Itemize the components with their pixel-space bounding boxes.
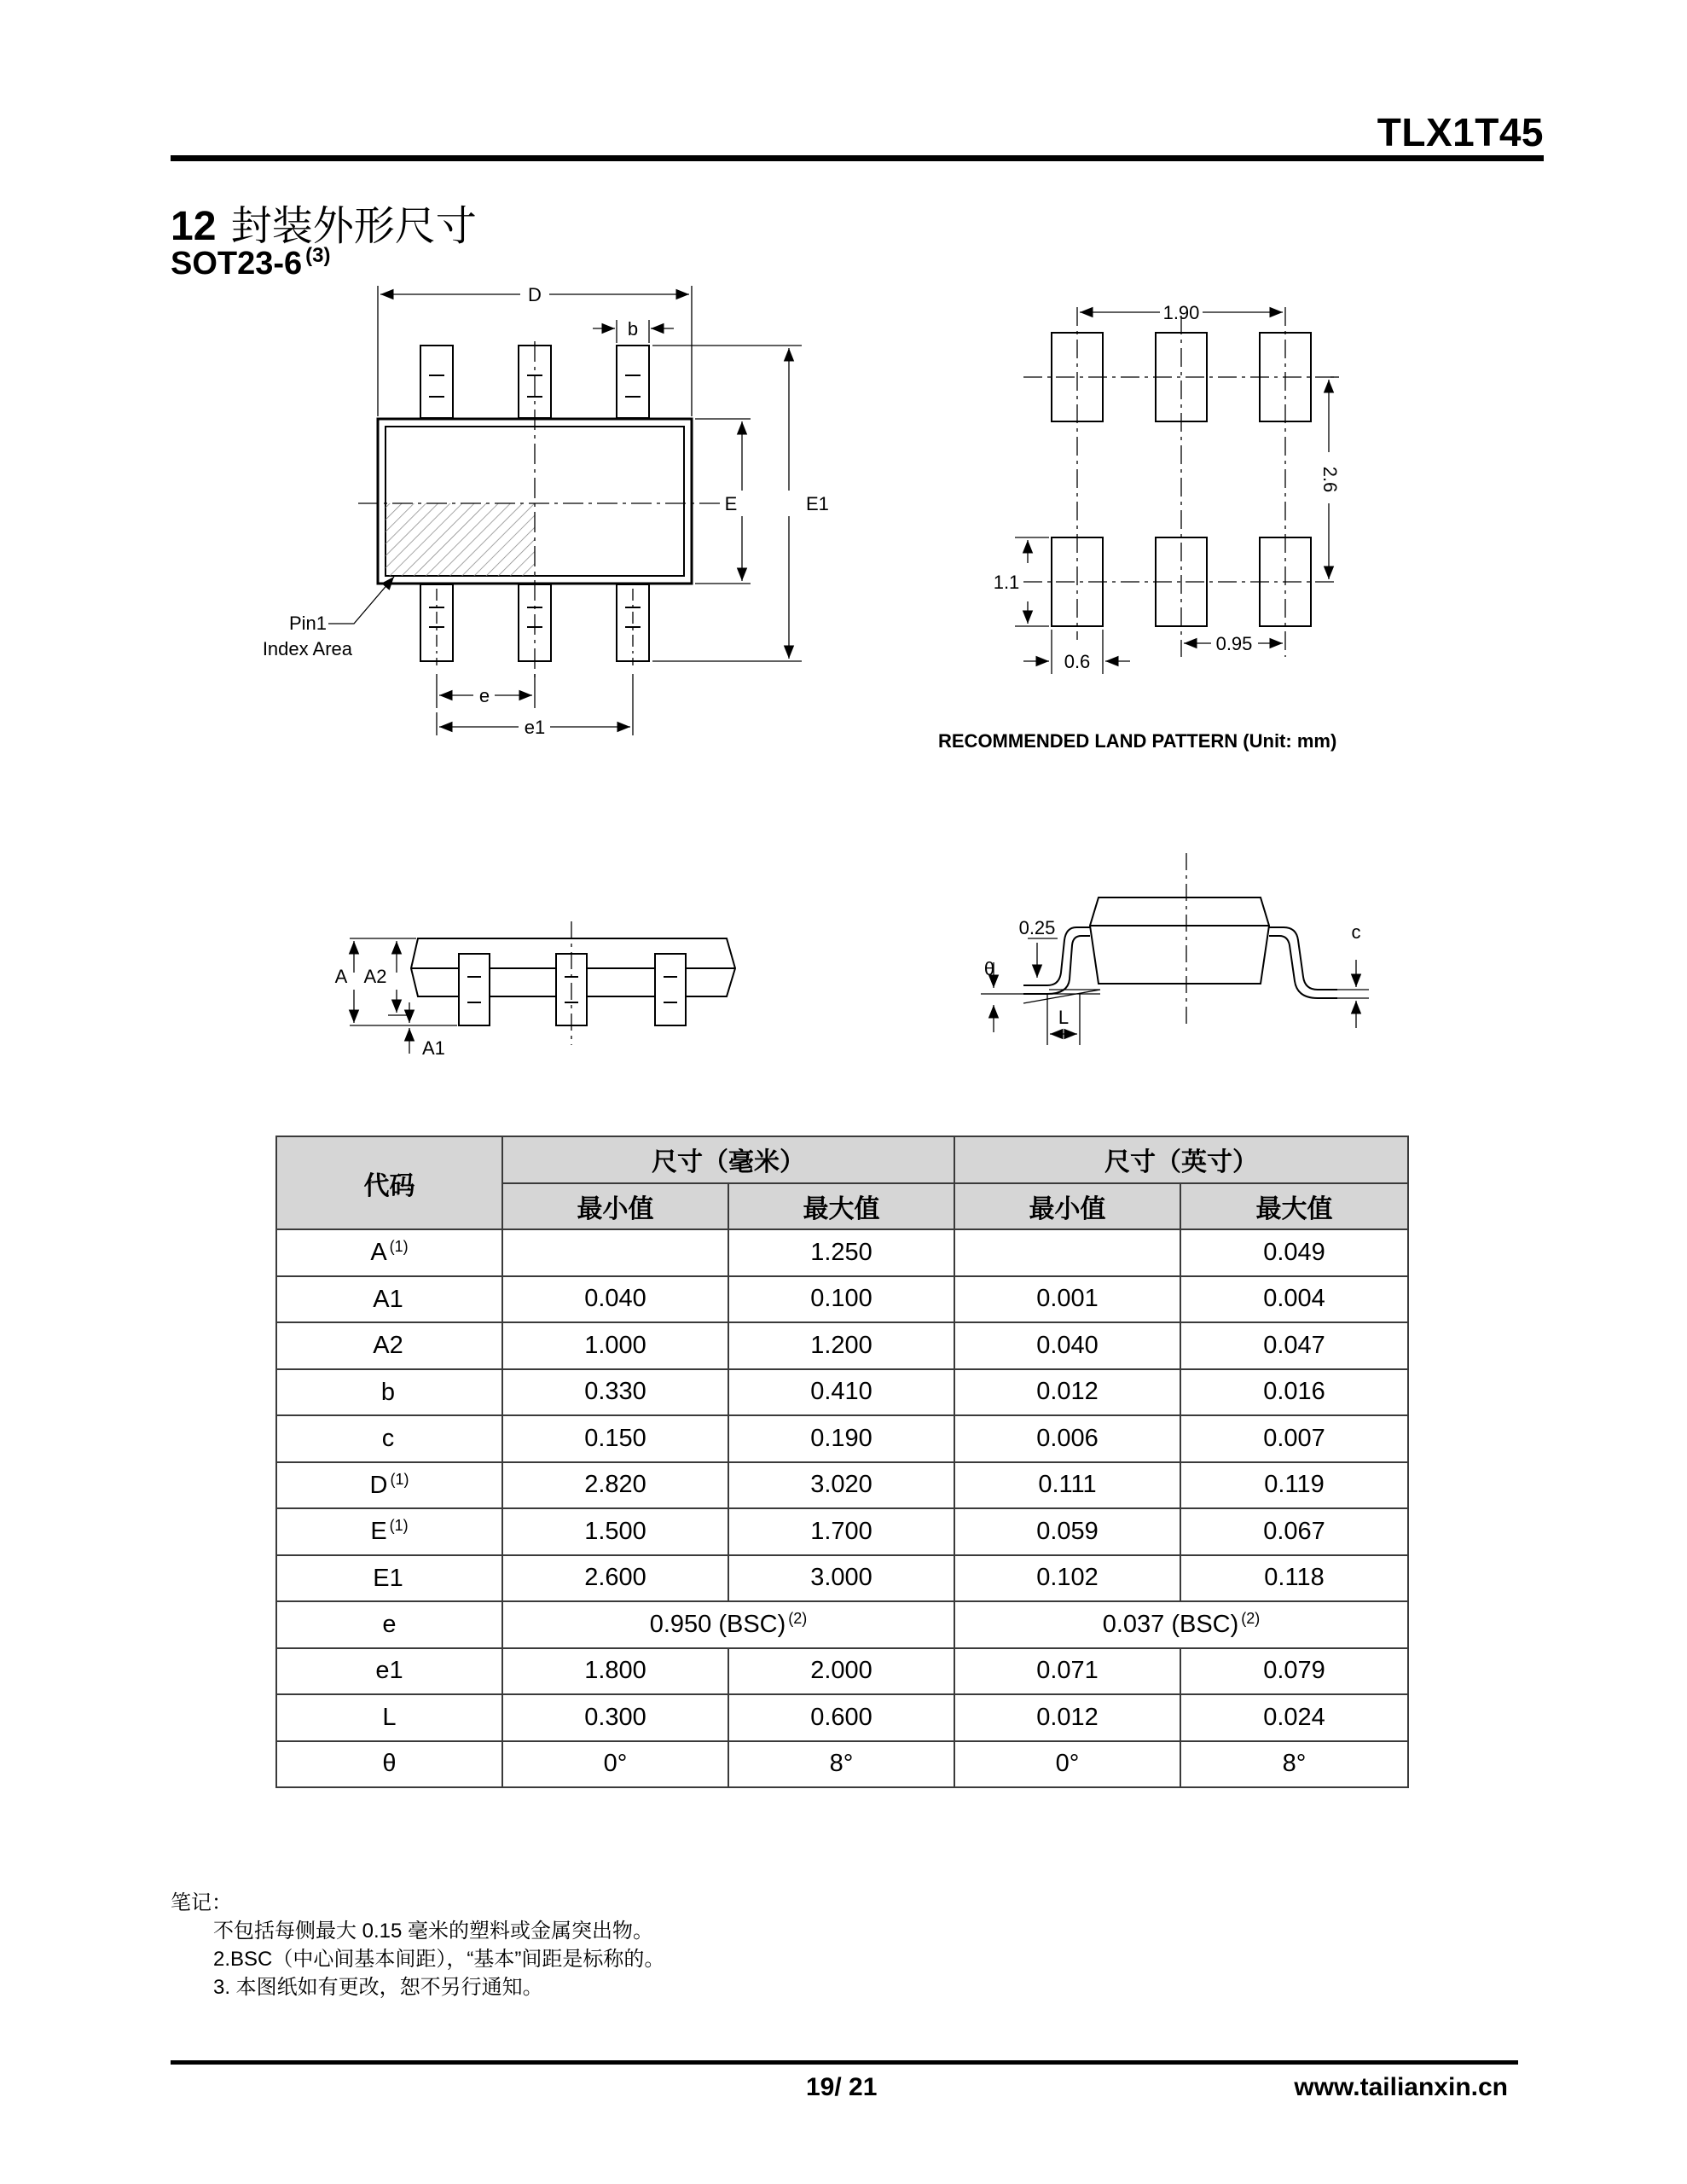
- cell-mm-bsc-ref: (2): [788, 1610, 808, 1628]
- row-code: b: [380, 1378, 396, 1406]
- cell-mm-bsc: 0.950 (BSC): [649, 1611, 786, 1639]
- cell-in-max: 0.024: [1180, 1694, 1408, 1741]
- cell-in-min: 0.102: [954, 1555, 1180, 1602]
- cell-in-min: 0.071: [954, 1648, 1180, 1695]
- cell-mm-min: 0.330: [502, 1369, 728, 1416]
- table-row: [276, 1741, 1408, 1788]
- label-0-6: 0.6: [1064, 651, 1091, 672]
- note-item: 不包括每侧最大 0.15 毫米的塑料或金属突出物。: [213, 1920, 654, 1943]
- label-D: D: [528, 284, 542, 305]
- cell-mm-min: 0.300: [502, 1694, 728, 1741]
- note-item: 2.BSC（中心间基本间距），“基本”间距是标称的。: [213, 1948, 665, 1971]
- header-mm-min: 最小值: [502, 1183, 728, 1230]
- table-row: [276, 1462, 1408, 1509]
- cell-in-min: 0.111: [954, 1462, 1180, 1509]
- cell-mm-min: 0.150: [502, 1415, 728, 1462]
- label-theta: θ: [983, 958, 995, 979]
- row-code: θ: [276, 1741, 502, 1788]
- cell-in-max: 0.118: [1180, 1555, 1408, 1602]
- row-code: e: [276, 1601, 502, 1648]
- row-ref: (1): [390, 1470, 409, 1488]
- row-ref: (1): [389, 1517, 409, 1535]
- row-code: L: [276, 1694, 502, 1741]
- table-row: [276, 1229, 1408, 1276]
- header-code: 代码: [276, 1136, 502, 1229]
- cell-in-min: 0.012: [954, 1369, 1180, 1416]
- row-code: e1: [276, 1648, 502, 1695]
- section-title-text: 封装外形尺寸: [230, 204, 477, 249]
- cell-mm-max: 2.000: [728, 1648, 954, 1695]
- header-inch: 尺寸（英寸）: [954, 1136, 1408, 1183]
- side-view-drawing: [350, 921, 735, 1054]
- profile-view-drawing: [981, 853, 1369, 1045]
- table-row: [276, 1508, 1408, 1555]
- row-code: D: [369, 1471, 388, 1499]
- header-inch-max: 最大值: [1180, 1183, 1408, 1230]
- cell-mm-max: 0.600: [728, 1694, 954, 1741]
- cell-in-max: 0.079: [1180, 1648, 1408, 1695]
- row-code: E: [370, 1518, 387, 1546]
- cell-mm-max: 1.200: [728, 1322, 954, 1369]
- cell-in-max: 0.119: [1180, 1462, 1408, 1509]
- footer-rule: [171, 2060, 1518, 2065]
- label-e1: e1: [524, 717, 546, 738]
- label-c: c: [1351, 921, 1361, 943]
- cell-in-min: 0.001: [954, 1276, 1180, 1323]
- cell-in-max: 0.049: [1180, 1229, 1408, 1276]
- cell-mm-max: 8°: [728, 1741, 954, 1788]
- cell-inch-bsc-ref: (2): [1241, 1610, 1261, 1628]
- cell-mm-min: 1.800: [502, 1648, 728, 1695]
- table-row: [276, 1694, 1408, 1741]
- land-pattern-drawing: [1015, 307, 1339, 674]
- cell-mm-min: 1.500: [502, 1508, 728, 1555]
- label-A: A: [334, 966, 348, 987]
- table-row: [276, 1555, 1408, 1602]
- note-item: 3. 本图纸如有更改，恕不另行通知。: [213, 1976, 543, 1999]
- row-code: A: [370, 1239, 387, 1267]
- table-row: [276, 1369, 1408, 1416]
- cell-mm-min: 0°: [502, 1741, 728, 1788]
- label-0-95: 0.95: [1215, 633, 1253, 654]
- notes: [171, 1889, 664, 2001]
- cell-in-max: 0.016: [1180, 1369, 1408, 1416]
- package-name: SOT23-6: [171, 246, 303, 282]
- cell-mm-max: 0.190: [728, 1415, 954, 1462]
- cell-mm-max: 3.020: [728, 1462, 954, 1509]
- label-index-area: Index Area: [262, 638, 352, 659]
- header-mm: 尺寸（毫米）: [502, 1136, 954, 1183]
- row-code: A2: [373, 1332, 403, 1360]
- package-note-ref: (3): [305, 244, 331, 267]
- section-number: 12: [171, 204, 217, 249]
- label-E1: E1: [806, 493, 829, 514]
- cell-in-max: 8°: [1180, 1741, 1408, 1788]
- table-row: [276, 1415, 1408, 1462]
- row-code: c: [381, 1425, 395, 1453]
- notes-title: 笔记：: [171, 1891, 232, 1914]
- website-link[interactable]: www.tailianxin.cn: [1294, 2073, 1508, 2101]
- table-row: [276, 1276, 1408, 1323]
- cell-in-max: 0.047: [1180, 1322, 1408, 1369]
- label-e: e: [478, 685, 490, 706]
- cell-in-max: 0.007: [1180, 1415, 1408, 1462]
- cell-mm-min: 0.040: [502, 1276, 728, 1323]
- label-E: E: [724, 493, 738, 514]
- header-mm-max: 最大值: [728, 1183, 954, 1230]
- cell-mm-min: 2.820: [502, 1462, 728, 1509]
- cell-mm-max: 0.410: [728, 1369, 954, 1416]
- table-header-row-1: [276, 1136, 1408, 1183]
- label-A2: A2: [363, 966, 387, 987]
- header-inch-min: 最小值: [954, 1183, 1180, 1230]
- row-code: A1: [373, 1285, 403, 1313]
- cell-in-max: 0.067: [1180, 1508, 1408, 1555]
- page-number: 19/ 21: [806, 2073, 878, 2101]
- cell-in-min: 0.006: [954, 1415, 1180, 1462]
- cell-mm-min: 2.600: [502, 1555, 728, 1602]
- label-1-1: 1.1: [993, 572, 1020, 593]
- cell-in-min: 0.012: [954, 1694, 1180, 1741]
- label-0-25: 0.25: [1018, 917, 1056, 938]
- cell-mm-max: 0.100: [728, 1276, 954, 1323]
- label-b: b: [627, 318, 639, 340]
- cell-mm-max: 3.000: [728, 1555, 954, 1602]
- dimension-table: [275, 1136, 1409, 1788]
- label-pin1: Pin1: [288, 613, 327, 634]
- cell-mm-max: 1.700: [728, 1508, 954, 1555]
- header-part-number: TLX1T45: [1377, 110, 1544, 154]
- cell-in-min: 0.040: [954, 1322, 1180, 1369]
- land-pattern-caption: RECOMMENDED LAND PATTERN (Unit: mm): [938, 730, 1337, 752]
- label-1-90: 1.90: [1162, 302, 1200, 323]
- label-L: L: [1058, 1007, 1070, 1028]
- label-A1: A1: [422, 1037, 445, 1059]
- table-row: [276, 1322, 1408, 1369]
- row-code: E1: [373, 1564, 403, 1592]
- label-2-6: 2.6: [1319, 466, 1341, 493]
- cell-in-min: 0.059: [954, 1508, 1180, 1555]
- cell-in-max: 0.004: [1180, 1276, 1408, 1323]
- cell-inch-bsc: 0.037 (BSC): [1102, 1611, 1239, 1639]
- row-ref: (1): [389, 1238, 409, 1256]
- cell-in-min: [954, 1229, 1180, 1276]
- table-row: [276, 1648, 1408, 1695]
- cell-mm-max: 1.250: [728, 1229, 954, 1276]
- table-row: [276, 1601, 1408, 1648]
- cell-mm-min: [502, 1229, 728, 1276]
- cell-mm-min: 1.000: [502, 1322, 728, 1369]
- cell-in-min: 0°: [954, 1741, 1180, 1788]
